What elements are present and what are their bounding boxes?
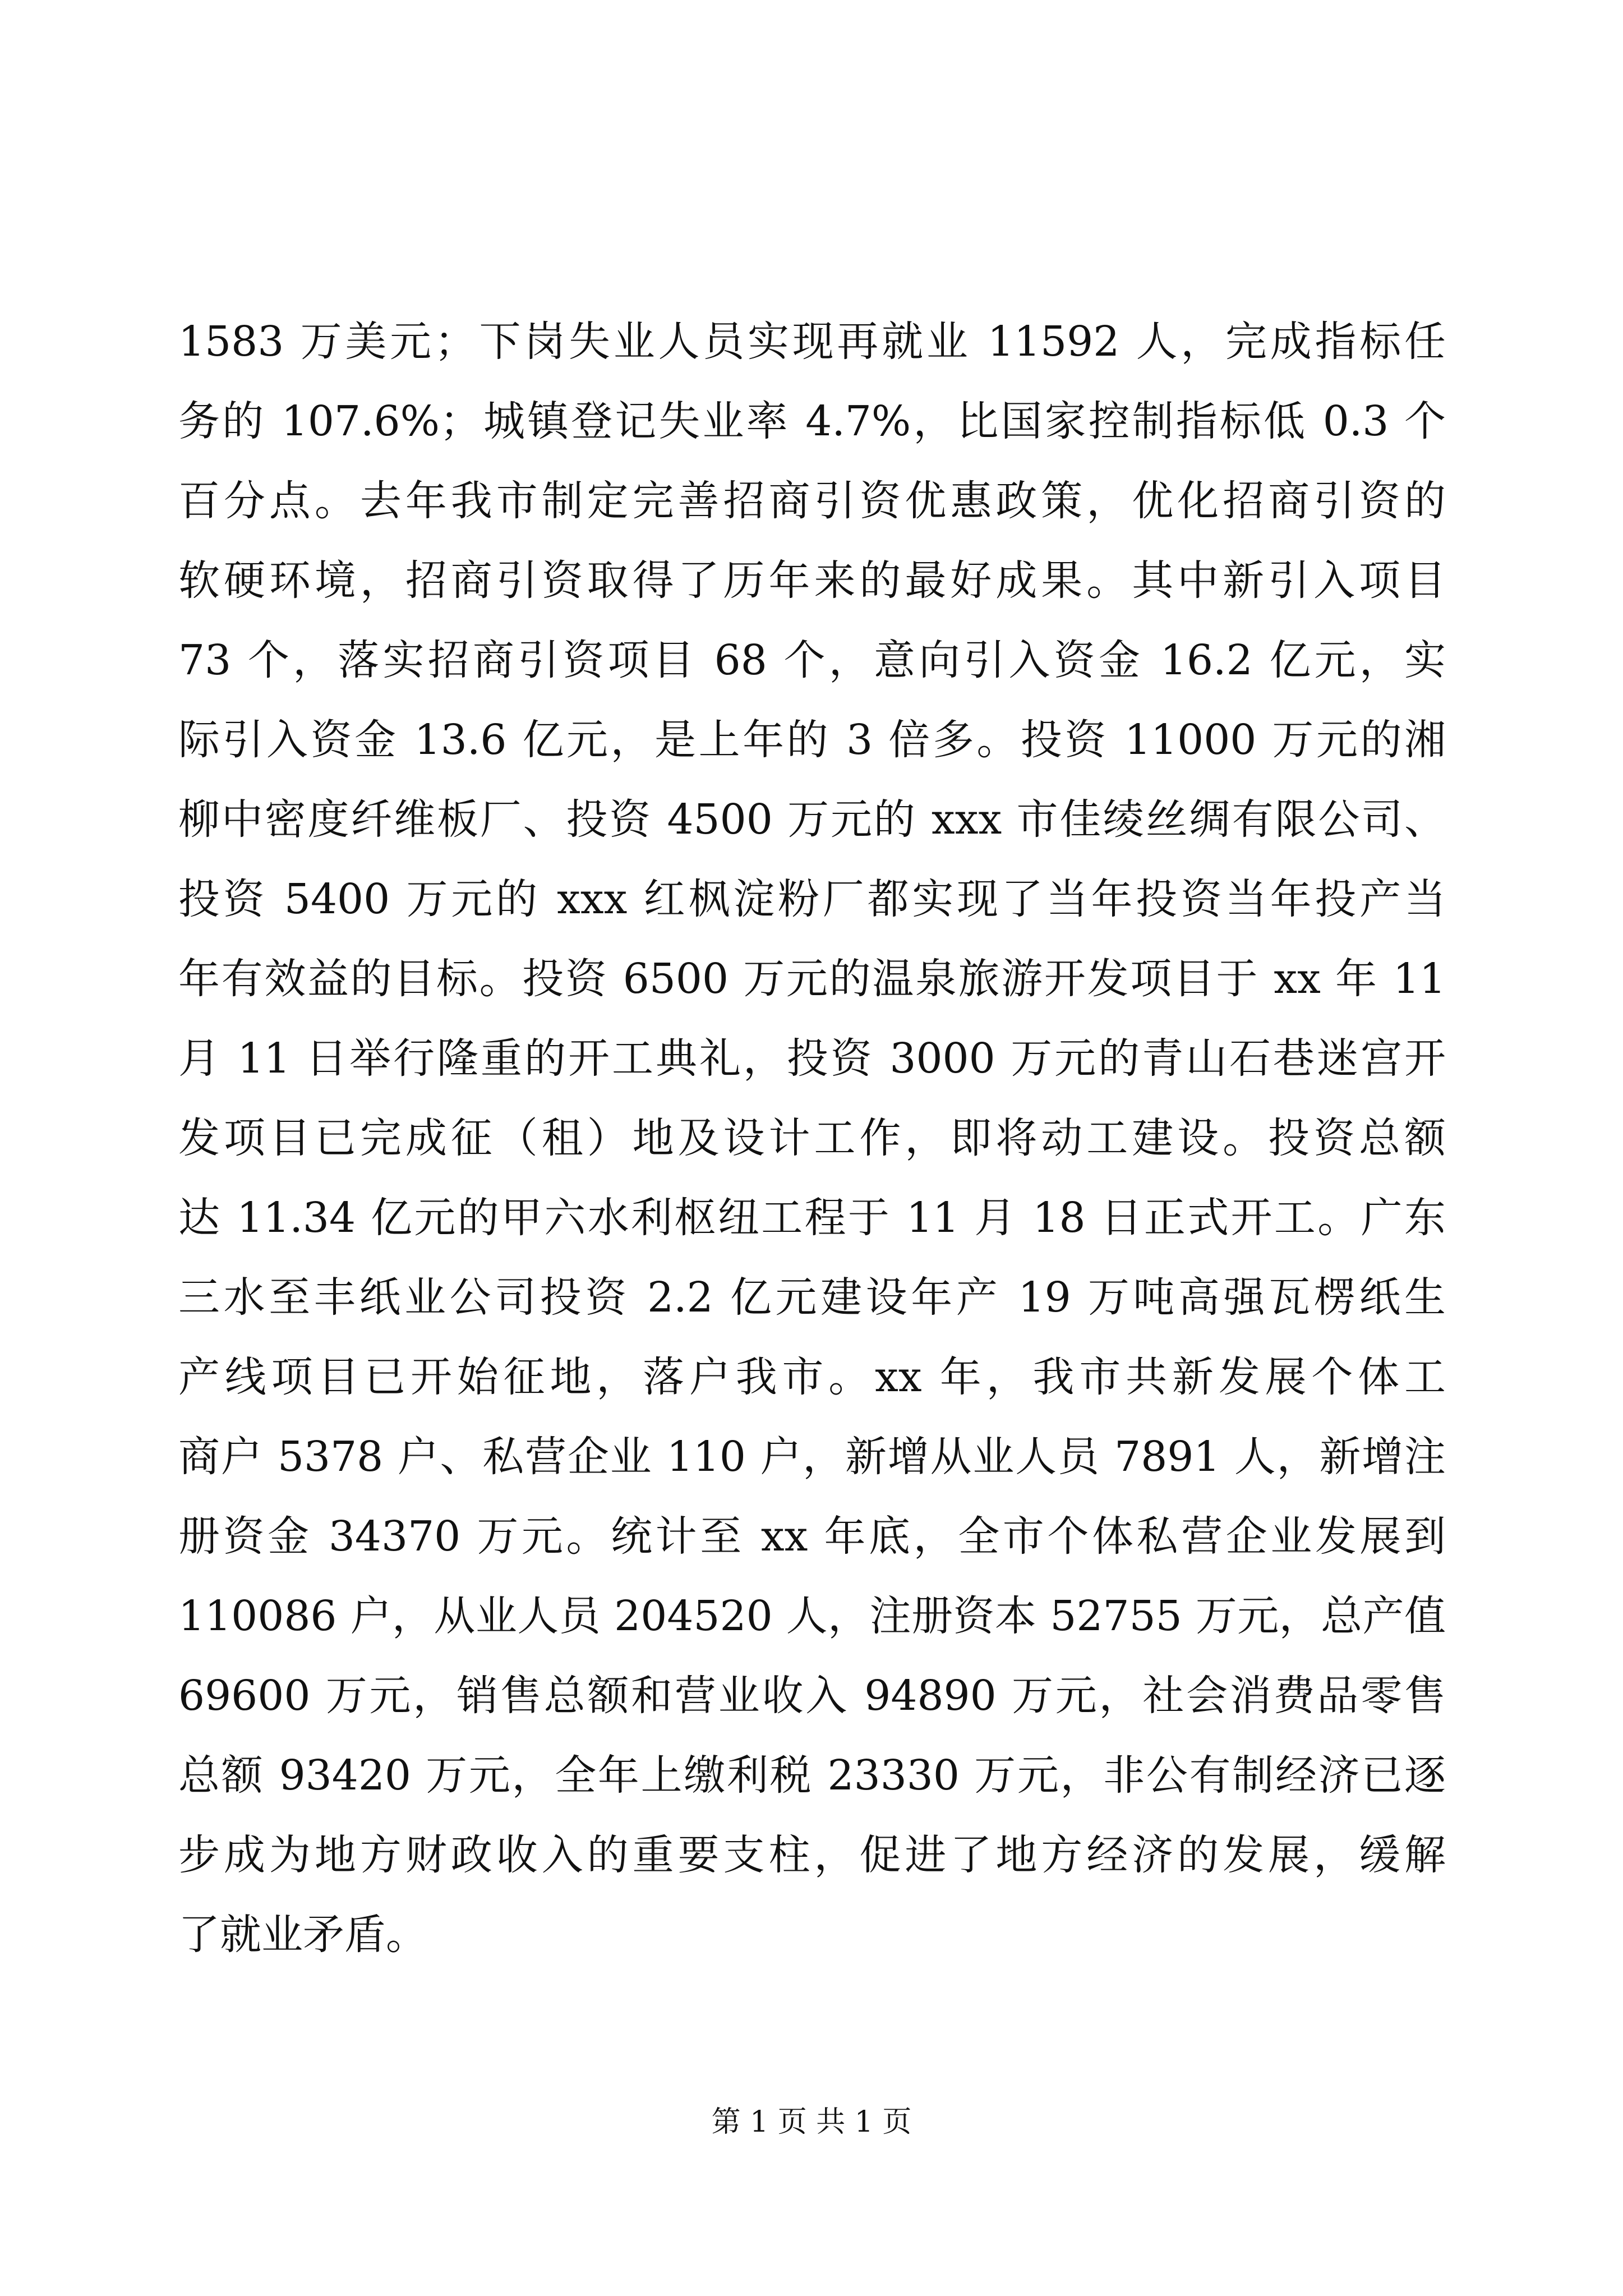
page-footer: 第 1 页 共 1 页: [711, 2105, 912, 2139]
text-line: 了就业矛盾。: [178, 1911, 427, 1959]
text-line: 产线项目已开始征地，落户我市。xx 年，我市共新发展个体工: [178, 1353, 1446, 1401]
text-line: 总额 93420 万元，全年上缴利税 23330 万元，非公有制经济已逐: [178, 1751, 1446, 1800]
text-line: 110086 户，从业人员 204520 人，注册资本 52755 万元，总产值: [178, 1592, 1446, 1640]
text-line: 月 11 日举行隆重的开工典礼，投资 3000 万元的青山石巷迷宫开: [178, 1034, 1446, 1083]
text-line: 69600 万元，销售总额和营业收入 94890 万元，社会消费品零售: [178, 1672, 1446, 1720]
text-line: 际引入资金 13.6 亿元，是上年的 3 倍多。投资 11000 万元的湘: [178, 716, 1446, 764]
text-line: 1583 万美元；下岗失业人员实现再就业 11592 人，完成指标任: [178, 318, 1446, 366]
body-paragraph: [178, 302, 1446, 1975]
text-line: 务的 107.6%；城镇登记失业率 4.7%，比国家控制指标低 0.3 个: [178, 397, 1446, 445]
text-line: 三水至丰纸业公司投资 2.2 亿元建设年产 19 万吨高强瓦楞纸生: [178, 1273, 1446, 1322]
text-line: 73 个，落实招商引资项目 68 个，意向引入资金 16.2 亿元，实: [178, 636, 1446, 684]
text-line: 步成为地方财政收入的重要支柱，促进了地方经济的发展，缓解: [178, 1831, 1446, 1879]
text-line: 达 11.34 亿元的甲六水利枢纽工程于 11 月 18 日正式开工。广东: [178, 1194, 1446, 1242]
text-line: 册资金 34370 万元。统计至 xx 年底，全市个体私营企业发展到: [178, 1512, 1446, 1561]
text-line: 商户 5378 户、私营企业 110 户，新增从业人员 7891 人，新增注: [178, 1433, 1446, 1481]
text-line: 百分点。去年我市制定完善招商引资优惠政策，优化招商引资的: [178, 477, 1446, 525]
text-line: 软硬环境，招商引资取得了历年来的最好成果。其中新引入项目: [178, 556, 1446, 605]
text-line: 年有效益的目标。投资 6500 万元的温泉旅游开发项目于 xx 年 11: [178, 955, 1446, 1003]
text-line: 投资 5400 万元的 xxx 红枫淀粉厂都实现了当年投资当年投产当: [178, 875, 1446, 923]
text-line: 柳中密度纤维板厂、投资 4500 万元的 xxx 市佳绫丝绸有限公司、: [178, 795, 1446, 844]
text-line: 发项目已完成征（租）地及设计工作，即将动工建设。投资总额: [178, 1114, 1446, 1162]
